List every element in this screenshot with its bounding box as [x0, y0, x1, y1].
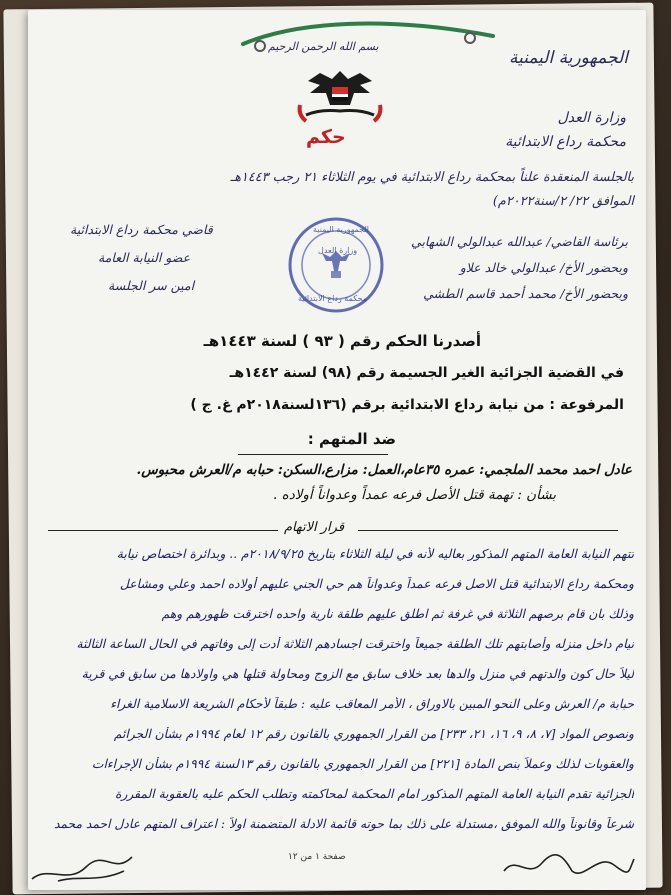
body-line-9: الجزائية تقدم النيابة العامة المتهم المذكور امام المحكمة لمحاكمته وتطلب الحكم عليه بالعقوبة المقررة — [115, 787, 634, 801]
body-line-5: ليلاً حال كون والدتهم في منزل والدها بعد خلاف سابق مع الزوج ومحاولة قتلها هي واولادها من سابق في قرية — [81, 667, 634, 681]
indictment-title: قرار الاتهام — [284, 520, 345, 535]
page-number: صفحة ١ من ١٢ — [288, 852, 346, 862]
ruling-number: أصدرنا الحكم رقم ( ٩٣ ) لسنة ١٤٤٣هـ — [203, 332, 481, 350]
session-line-1: بالجلسة المنعقدة علناً بمحكمة رداع الابتدائية في يوم الثلاثاء ٢١ رجب ١٤٤٣هـ — [230, 170, 634, 185]
seal-top-text: الجمهورية اليمنية — [313, 225, 370, 234]
signature-left — [28, 845, 148, 890]
panel-prosecutor: وبحضور الأخ/ عبدالولي خالد علاو — [459, 260, 628, 275]
seal-sub-text: وزارة العدل — [318, 246, 358, 255]
eagle-emblem-icon — [290, 65, 390, 135]
seal-bottom-text: محكمة رداع الابتدائية — [298, 294, 368, 303]
document-type-label: حكم — [306, 126, 346, 148]
panel-clerk-role: امين سر الجلسة — [108, 278, 195, 293]
accused-details: عادل احمد محمد الملجمي: عمره ٣٥عام،العمل: مزارع،السكن: حبابه م/العرش محبوس. — [136, 462, 632, 478]
body-line-6: حبابة م/ العرش وعلى النحو المبين بالاوراق ، الأمر المعاقب عليه : طبقاً لأحكام الشريعة الاسلامية الغراء — [110, 697, 634, 711]
judgment-document — [28, 10, 646, 890]
panel-judge-role: قاضي محكمة رداع الابتدائية — [70, 222, 213, 237]
session-line-2: الموافق ٢٢/ ٢/سنة٢٠٢٢م) — [492, 194, 634, 209]
panel-clerk: وبحضور الأخ/ محمد أحمد قاسم الطشي — [423, 286, 628, 301]
against-underline — [238, 454, 388, 455]
body-line-1: تتهم النيابة العامة المتهم المذكور بعاليه لأنه في ليلة الثلاثاء بتاريخ ٢٠١٨/٩/٢٥م .. وبدائرة اختصاص نيابة — [116, 547, 634, 561]
filed-by-line: المرفوعة : من نيابة رداع الابتدائية برقم (١٣٦لسنة٢٠١٨م غ. ج ) — [190, 397, 624, 413]
bismillah: بسم الله الرحمن الرحيم — [268, 40, 379, 53]
case-line: في القضية الجزائية الغير الجسيمة رقم (٩٨) لسنة ١٤٤٢هـ — [229, 365, 624, 381]
body-line-4: نيام داخل منزله وأصابتهم تلك الطلقة جميعاً واخترقت اجسادهم الثلاثة أدت إلى وفاتهم في الحال الساعة الثالثة — [76, 637, 634, 651]
body-line-7: ونصوص المواد [٧، ٨، ٩، ١٦، ٢١، ٢٣٣] من القرار الجمهوري بالقانون رقم ١٢ لعام ١٩٩٤م بشأن الجرائم — [113, 727, 634, 741]
body-line-8: والعقوبات لذلك وعملاً بنص المادة [٢٢١] من القرار الجمهوري بالقانون رقم ١٣لسنة ١٩٩٤م بشأن الإجراءات — [91, 757, 634, 771]
against-label: ضد المتهم : — [307, 430, 396, 448]
body-line-10: شرعاً وقانوناً والله الموفق ،مستدلة على ذلك بما حوته قائمة الادلة المتضمنة اولاً : اعتراف المتهم عادل احمد محمد — [53, 817, 634, 831]
body-line-2: ومحكمة رداع الابتدائية قتل الاصل فرعه عمداً وعدواناً هم حي الجني عليهم أولاده احمد وعلي ومشاعل — [119, 577, 634, 591]
ministry-name: وزارة العدل — [557, 110, 626, 126]
charge-line: بشأن : تهمة قتل الأصل فرعه عمداً وعدواناً أولاده . — [273, 487, 556, 503]
court-name: محكمة رداع الابتدائية — [505, 134, 626, 150]
panel-prosecutor-role: عضو النيابة العامة — [98, 250, 191, 265]
republic-title: الجمهورية اليمنية — [508, 48, 628, 68]
signature-right — [498, 845, 638, 885]
indictment-rule-left — [48, 530, 278, 531]
indictment-rule-right — [358, 530, 618, 531]
panel-judge: برئاسة القاضي/ عبدالله عبدالولي الشهابي — [411, 234, 628, 249]
body-line-3: وذلك بان قام برصهم الثلاثة في غرفة ثم اطلق عليهم طلقة نارية واحده اخترقت ظهورهم وهم — [161, 607, 634, 621]
